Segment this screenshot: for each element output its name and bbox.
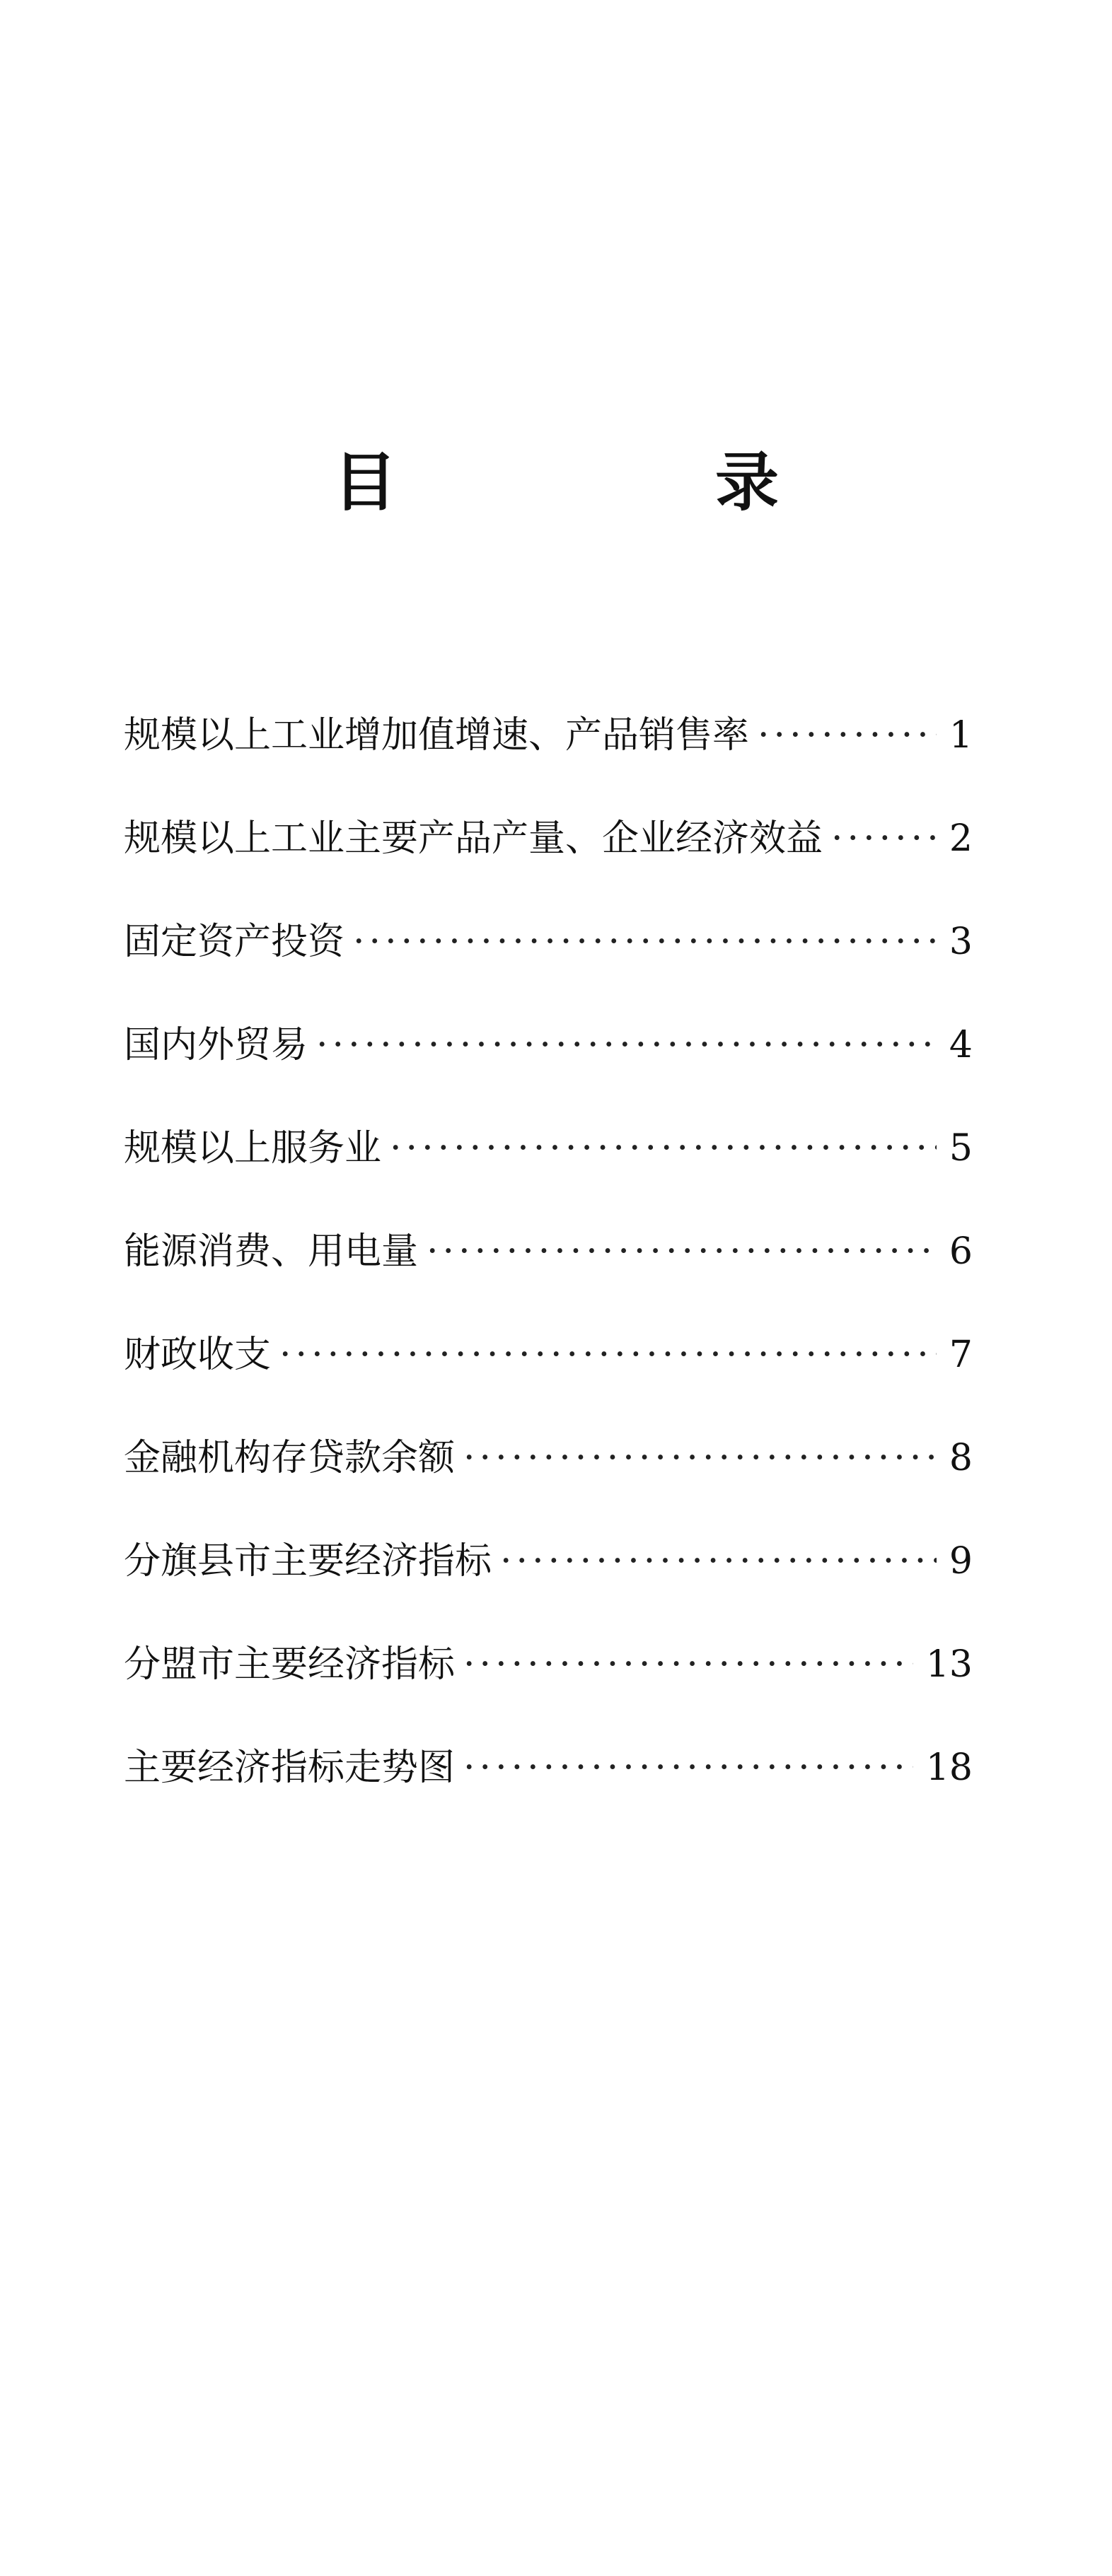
toc-page-number: 1: [949, 714, 973, 757]
toc-entry-label: 固定资产投资: [124, 921, 345, 963]
toc-page-number: 3: [949, 921, 973, 963]
dot-leader: [390, 1120, 937, 1177]
toc-entry-label: 分盟市主要经济指标: [124, 1643, 456, 1686]
dot-leader: [500, 1533, 937, 1590]
toc-entry[interactable]: [124, 1636, 973, 1739]
toc-page-number: 8: [949, 1437, 973, 1479]
table-of-contents: [124, 707, 973, 1843]
toc-page-number: 5: [949, 1127, 973, 1170]
toc-entry[interactable]: [124, 1327, 973, 1430]
dot-leader: [463, 1636, 913, 1693]
dot-leader: [463, 1430, 937, 1486]
toc-entry-label: 规模以上工业主要产品产量、企业经济效益: [124, 817, 823, 860]
toc-entry[interactable]: [124, 810, 973, 914]
page-title: 目 录: [333, 445, 906, 520]
toc-entry-label: 分旗县市主要经济指标: [124, 1540, 492, 1583]
toc-page-number: 2: [949, 817, 973, 860]
dot-leader: [316, 1017, 937, 1073]
toc-page-number: 7: [949, 1334, 973, 1376]
dot-leader: [427, 1223, 937, 1280]
toc-entry-label: 国内外贸易: [124, 1024, 308, 1066]
dot-leader: [831, 810, 937, 867]
toc-entry-label: 能源消费、用电量: [124, 1230, 419, 1273]
toc-entry[interactable]: [124, 1223, 973, 1327]
toc-page-number: 4: [949, 1024, 973, 1066]
toc-entry[interactable]: [124, 707, 973, 810]
toc-entry[interactable]: [124, 1120, 973, 1223]
toc-entry-label: 金融机构存贷款余额: [124, 1437, 456, 1479]
toc-page-number: 6: [949, 1230, 973, 1273]
toc-entry[interactable]: [124, 1533, 973, 1636]
toc-entry-label: 规模以上工业增加值增速、产品销售率: [124, 714, 750, 757]
toc-entry-label: 财政收支: [124, 1334, 272, 1376]
toc-entry-label: 主要经济指标走势图: [124, 1747, 456, 1789]
toc-page-number: 18: [925, 1747, 973, 1789]
toc-entry[interactable]: [124, 914, 973, 1017]
toc-entry[interactable]: [124, 1017, 973, 1120]
toc-entry[interactable]: [124, 1739, 973, 1843]
toc-page-number: 13: [925, 1643, 973, 1686]
dot-leader: [353, 914, 937, 970]
toc-entry[interactable]: [124, 1430, 973, 1533]
toc-page-number: 9: [949, 1540, 973, 1583]
dot-leader: [758, 707, 937, 764]
dot-leader: [279, 1327, 937, 1383]
toc-entry-label: 规模以上服务业: [124, 1127, 382, 1170]
dot-leader: [463, 1739, 913, 1796]
